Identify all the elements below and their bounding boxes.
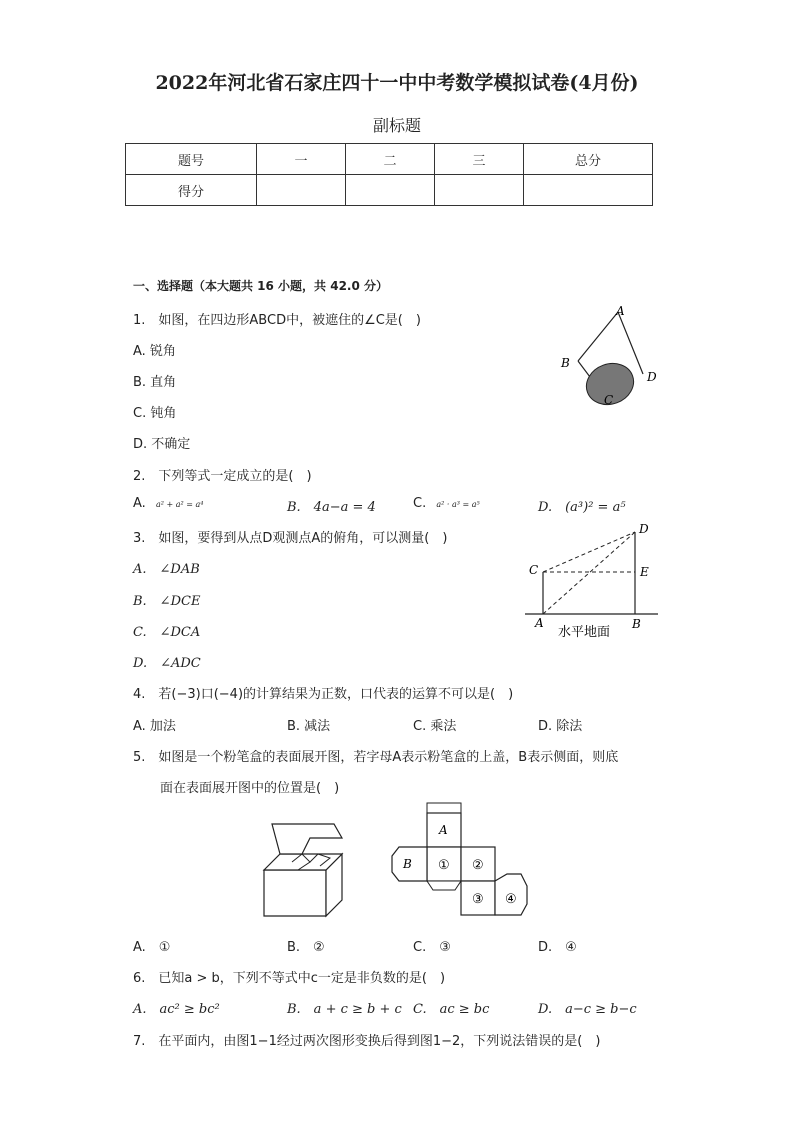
q2-option-a: [133, 496, 203, 511]
q1-option-a: A. 锐角: [133, 344, 176, 359]
q3-option-d: D. ∠ADC: [133, 656, 201, 671]
q4-stem: 4. 若(−3)口(−4)的计算结果为正数，口代表的运算不可以是( ): [133, 687, 514, 702]
score-cell: [524, 175, 653, 206]
q5-stem-line1: 5. 如图是一个粉笔盒的表面展开图，若字母A表示粉笔盒的上盖，B表示侧面，则底: [133, 750, 619, 765]
q5-option-d: D. ④: [538, 940, 577, 955]
q3-label-d: D: [639, 522, 649, 536]
q2-option-d: D. (a³)² = a⁵: [538, 500, 626, 515]
q1-label-d: D: [647, 370, 657, 384]
q2-option-a-prefix: A.: [133, 496, 146, 511]
score-cell: [257, 175, 346, 206]
score-table: [125, 143, 653, 206]
score-table-row: [126, 175, 653, 206]
page-title: 2022年河北省石家庄四十一中中考数学模拟试卷(4月份): [155, 72, 639, 94]
score-cell: [346, 175, 435, 206]
q3-option-a: A. ∠DAB: [133, 562, 200, 577]
q7-stem: 7. 在平面内，由图1−1经过两次图形变换后得到图1−2，下列说法错误的是( ): [133, 1034, 601, 1049]
q4-option-b: B. 减法: [287, 719, 331, 734]
q3-option-b: B. ∠DCE: [133, 594, 201, 609]
q6-option-c: C. ac ≥ bc: [413, 1002, 490, 1017]
q2-option-a-formula: a² + a² = a⁴: [155, 500, 204, 509]
q3-label-b: B: [632, 617, 641, 631]
q4-option-c: C. 乘法: [413, 719, 457, 734]
q3-label-c: C: [529, 563, 539, 577]
q2-stem: 2. 下列等式一定成立的是( ): [133, 469, 312, 484]
q5-net-label-1: ①: [438, 858, 450, 873]
q1-option-d: D. 不确定: [133, 437, 191, 452]
q1-label-b: B: [561, 356, 570, 370]
q6-option-a: A. ac² ≥ bc²: [133, 1002, 220, 1017]
section-heading: 一、选择题（本大题共 16 小题，共 42.0 分）: [133, 279, 389, 293]
score-header-cell: 题号: [126, 144, 257, 175]
score-header-cell: 二: [346, 144, 435, 175]
q5-box-net-figure: [389, 800, 534, 925]
q6-option-b: B. a + c ≥ b + c: [287, 1002, 402, 1017]
q5-net-label-a: A: [439, 823, 448, 837]
q3-option-c: C. ∠DCA: [133, 625, 201, 640]
score-table-header-row: [126, 144, 653, 175]
q4-option-d: D. 除法: [538, 719, 583, 734]
q5-net-label-3: ③: [472, 892, 484, 907]
q2-option-c-prefix: C.: [413, 496, 427, 511]
subtitle: 副标题: [372, 116, 421, 135]
score-cell: [435, 175, 524, 206]
q5-chalk-box-figure: [258, 818, 350, 920]
q1-stem: 1. 如图，在四边形ABCD中，被遮住的∠C是( ): [133, 313, 421, 328]
q5-net-label-4: ④: [505, 892, 517, 907]
score-header-cell: 总分: [524, 144, 653, 175]
q1-option-b: B. 直角: [133, 375, 177, 390]
q6-stem: 6. 已知a > b，下列不等式中c一定是非负数的是( ): [133, 971, 446, 986]
q3-depression-angle-figure: [520, 518, 665, 644]
q1-quadrilateral-figure: [550, 298, 670, 416]
q2-option-c-formula: a² · a³ = a⁵: [436, 500, 480, 509]
q5-option-b: B. ②: [287, 940, 325, 955]
q2-option-b: B. 4a−a = 4: [287, 500, 376, 515]
score-header-cell: 三: [435, 144, 524, 175]
q1-label-a: A: [616, 304, 625, 318]
q5-net-label-2: ②: [472, 858, 484, 873]
q2-option-c: [413, 496, 480, 511]
q1-option-c: C. 钝角: [133, 406, 177, 421]
q5-option-c: C. ③: [413, 940, 451, 955]
q3-stem: 3. 如图，要得到从点D观测点A的俯角，可以测量( ): [133, 531, 448, 546]
q4-option-a: A. 加法: [133, 719, 176, 734]
q5-stem-line2: 面在表面展开图中的位置是( ): [160, 781, 340, 796]
q3-label-a: A: [535, 616, 544, 630]
score-row-label: 得分: [126, 175, 257, 206]
q5-option-a: A. ①: [133, 940, 171, 955]
q1-label-c: C: [604, 393, 614, 407]
q3-ground-label: 水平地面: [558, 625, 611, 640]
score-header-cell: 一: [257, 144, 346, 175]
q6-option-d: D. a−c ≥ b−c: [538, 1002, 637, 1017]
q5-net-label-b: B: [403, 857, 412, 871]
q3-label-e: E: [640, 565, 649, 579]
